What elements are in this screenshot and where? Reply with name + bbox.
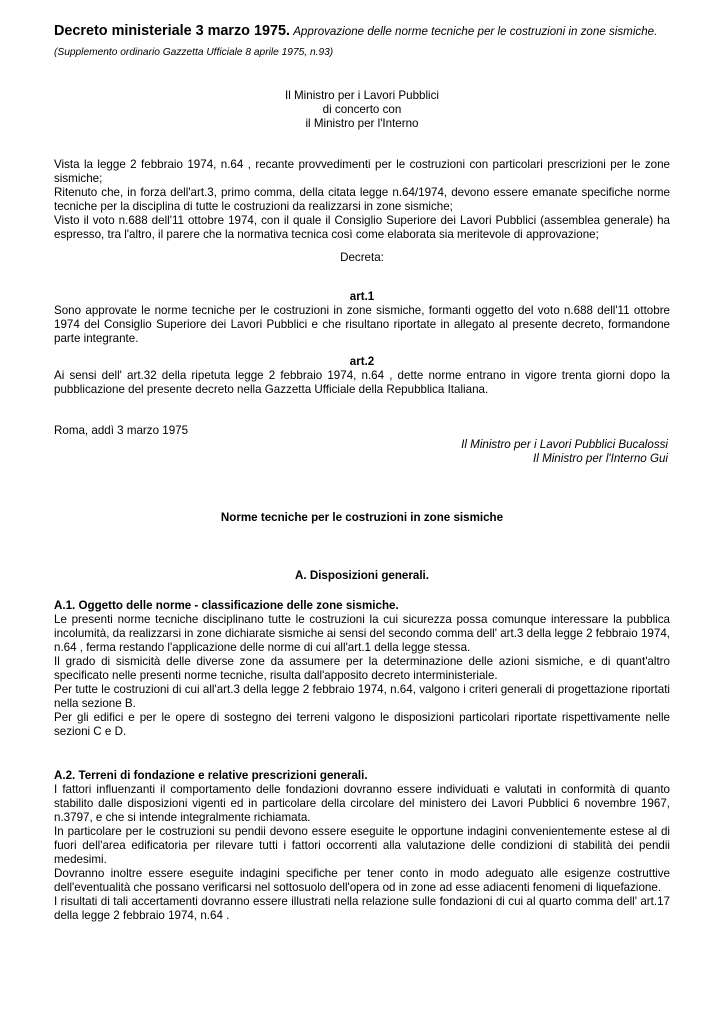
article-text: Sono approvate le norme tecniche per le costruzioni in zone sismiche, formanti oggetto del voto n.688 dell'11 ottobre 1974 del Consiglio Superiore dei Lavori Pubblici e che risultano riportate in allegato al presente decreto, formandone parte integrante. <box>54 304 670 345</box>
section-heading: A.1. Oggetto delle norme - classificazione delle zone sismiche. <box>54 599 399 612</box>
preamble <box>54 158 670 242</box>
document-title <box>54 24 670 39</box>
section-heading: A.2. Terreni di fondazione e relative prescrizioni generali. <box>54 769 368 782</box>
date-place: Roma, addì 3 marzo 1975 <box>54 424 189 437</box>
section-paragraph: Per gli edifici e per le opere di sostegno dei terreni valgono le disposizioni particolari riportate rispettivamente nelle sezioni C e D. <box>54 711 670 738</box>
section-paragraph: In particolare per le costruzioni su pendii devono essere eseguite le opportune indagini convenientemente estese al di fuori dell'area edificatoria per rilevare tutti i fattori occorrenti alla valutazione delle condizioni di stabilità dei pendii medesimi. <box>54 825 670 866</box>
section-a1-body <box>54 613 670 739</box>
article-title: art.2 <box>349 355 375 368</box>
signature-block <box>54 438 670 466</box>
section-a2-body <box>54 783 670 923</box>
section-paragraph: Le presenti norme tecniche disciplinano tutte le costruzioni la cui sicurezza possa comunque interessare la pubblica incolumità, da realizzarsi in zone dichiarate sismiche ai sensi del secondo comma dell' art.3 della legge 2 febbraio 1974, n.64 , ferma restando l'applicazione delle norme di cui all'art.1 della legge stessa. <box>54 613 670 654</box>
decreta-heading: Decreta: <box>340 251 384 264</box>
decree-title: Decreto ministeriale 3 marzo 1975 <box>54 23 286 39</box>
article-title: art.1 <box>349 290 375 303</box>
signature-line: Il Ministro per i Lavori Pubblici Bucalossi <box>461 438 668 451</box>
section-paragraph: I risultati di tali accertamenti dovranno essere illustrati nella relazione sulle fondazioni di cui al quarto comma dell' art.17 della legge 2 febbraio 1974, n.64 . <box>54 895 670 922</box>
minister-line: Il Ministro per i Lavori Pubblici <box>285 89 439 102</box>
preamble-paragraph: Vista la legge 2 febbraio 1974, n.64 , recante provvedimenti per le costruzioni con particolari prescrizioni per le zone sismiche; <box>54 158 670 185</box>
preamble-paragraph: Ritenuto che, in forza dell'art.3, primo comma, della citata legge n.64/1974, devono essere emanate specifiche norme tecniche per la disciplina di tutte le costruzioni da realizzarsi in zone sismiche; <box>54 186 670 213</box>
section-paragraph: Il grado di sismicità delle diverse zone da assumere per la determinazione delle azioni sismiche, e di quant'altro specificato nelle presenti norme tecniche, risulta dall'apposito decreto interministeriale. <box>54 655 670 682</box>
section-paragraph: I fattori influenzanti il comportamento delle fondazioni dovranno essere individuati e valutati in conformità di quanto stabilito dalle disposizioni vigenti ed in particolare della circolare del ministero dei Lavori Pubblici 6 novembre 1967, n.3797, e che si intende integralmente richiamata. <box>54 783 670 824</box>
signature-line: Il Ministro per l'Interno Gui <box>533 452 668 465</box>
minister-line: di concerto con <box>322 103 402 116</box>
gazette-supplement: (Supplemento ordinario Gazzetta Ufficiale 8 aprile 1975, n.93) <box>54 47 334 58</box>
decree-title-period: . <box>285 23 290 39</box>
preamble-paragraph: Visto il voto n.688 dell'11 ottobre 1974, con il quale il Consiglio Superiore dei Lavori Pubblici (assemblea generale) ha espresso, tra l'altro, il parere che la normativa tecnica così come elaborata sia meritevole di approvazione; <box>54 214 670 241</box>
section-paragraph: Per tutte le costruzioni di cui all'art.3 della legge 2 febbraio 1974, n.64, valgono i criteri generali di progettazione riportati nella sezione B. <box>54 683 670 710</box>
document-page <box>54 24 670 923</box>
section-paragraph: Dovranno inoltre essere eseguite indagini specifiche per tener conto in modo adeguato alle esigenze costruttive dell'eventualità che possano verificarsi nel sottosuolo dell'opera od in zone ad esse adiacenti fenomeni di liquefazione. <box>54 867 670 894</box>
section-a-title: A. Disposizioni generali. <box>295 569 429 582</box>
minister-block <box>54 89 670 131</box>
decree-subject: Approvazione delle norme tecniche per le costruzioni in zone sismiche. <box>293 25 658 38</box>
minister-line: il Ministro per l'Interno <box>305 117 419 130</box>
norme-title: Norme tecniche per le costruzioni in zone sismiche <box>220 511 504 524</box>
article-text: Ai sensi dell' art.32 della ripetuta legge 2 febbraio 1974, n.64 , dette norme entrano in vigore trenta giorni dopo la pubblicazione del presente decreto nella Gazzetta Ufficiale della Repubblica Italiana. <box>54 369 670 396</box>
